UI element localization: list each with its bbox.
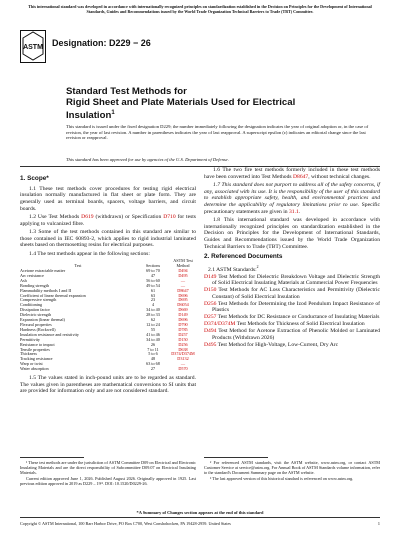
ref-link-d8647[interactable]: D8647 (292, 173, 309, 180)
designation: Designation: D229 − 26 (52, 38, 151, 48)
ref-link-d710[interactable]: D710 (163, 214, 176, 221)
sections-cell: 27 (150, 366, 156, 372)
reference-item (204, 321, 380, 328)
right-column (204, 167, 380, 349)
reference-item (204, 328, 380, 341)
footnote-1: ¹ These test methods are under the jurisdiction of ASTM Committee D09 on Electrical and Electronic Insulating Materials and are the direct responsibility of Subcommittee D09.07 on Electrical Insulating Materials. (20, 460, 196, 475)
test-name-cell: Dissipation factor (20, 307, 50, 313)
reference-item (204, 274, 380, 287)
page-number: 1 (377, 521, 380, 526)
title-line-2: Rigid Sheet and Plate Materials Used for Electrical (66, 97, 296, 108)
scope-heading: 1. Scope* (20, 175, 49, 182)
astm-standards-sup: 2 (256, 265, 259, 270)
footnote-rule-left (20, 457, 84, 458)
astm-method-cell[interactable]: D785 (178, 326, 188, 332)
astm-method-cell[interactable]: D638 (178, 346, 188, 352)
astm-logo (20, 30, 46, 63)
astm-method-cell[interactable]: — (180, 282, 186, 288)
astm-method-cell[interactable]: D374/D374M (171, 351, 195, 357)
test-name-cell: Tensile properties (20, 346, 50, 352)
astm-method-cell[interactable]: D257 (178, 331, 188, 337)
footnotes-right (204, 460, 380, 482)
test-name-cell: Thickness (20, 351, 37, 357)
issued-note: This standard is issued under the fixed designation D229; the number immediately following the designation indicates the year of original adoption or, in the case of revision, the year of last revision. A number in parentheses indicates the year of last reapproval. A superscript epsilon (ε) indicates an editorial change since the last revision or reapproval. (66, 124, 369, 141)
reference-item (204, 342, 380, 349)
test-name-cell: Permittivity (20, 336, 41, 342)
para-1-2 (20, 214, 196, 227)
reference-code-link[interactable]: D374/D374M (204, 321, 236, 328)
trade-notice: This international standard was developed in accordance with internationally recognized principles on standardization established in the Decision on Principles for the Development of International Standards, Guides and Recommendations issued by the World Trade Organization Technical Barriers to Trade (TBT) Committee. (28, 4, 372, 14)
title-line-3-text: Insulation (66, 110, 112, 122)
table-row (20, 367, 196, 372)
sections-cell: 55 (150, 326, 156, 332)
test-methods-table (20, 259, 196, 372)
para-1-8: 1.8 This international standard was developed in accordance with internationally recognized principles on standardization established in the Decision on Principles for the Development of International Standards, Guides and Recommendations issued by the World Trade Organization Technical Barriers to Trade (TBT) Committee. (204, 216, 380, 250)
test-name-cell: Acetone extractable matter (20, 268, 66, 274)
astm-method-cell[interactable]: D256 (178, 341, 188, 347)
col-header-sections: Sections (145, 263, 161, 269)
sections-cell: 56 to 60 (146, 277, 160, 283)
reference-title: Test Method for High-Voltage, Low-Current, Dry Arc (216, 341, 339, 348)
astm-standards-label: 2.1 ASTM Standards: (208, 267, 257, 273)
left-column (20, 172, 196, 397)
references-heading: 2. Referenced Documents (204, 253, 283, 261)
reference-title: Test Method for Dielectric Breakdown Voltage and Dielectric Strength of Solid Electrical Insulating Materials at Commercial Power Frequencies (212, 273, 380, 287)
sections-cell: 34 to 40 (146, 336, 160, 342)
astm-standards-subheading (204, 264, 380, 273)
footnotes-left (20, 460, 196, 487)
sections-cell: 41 to 46 (146, 331, 160, 337)
sections-cell: 23 (150, 297, 156, 303)
astm-method-cell[interactable]: D3132 (177, 356, 189, 362)
para-1-7-c: . (298, 208, 301, 215)
test-name-cell: Resistance to impact (20, 341, 55, 347)
reference-title: Test Methods for Thickness of Solid Electrical Insulation (235, 321, 365, 328)
test-name-cell: Warp or twist (20, 361, 43, 367)
sections-cell: 48 (150, 356, 156, 362)
astm-method-cell[interactable]: — (180, 277, 186, 283)
col-header-astm: ASTM Test Method (173, 258, 193, 269)
reference-title: Test Methods for AC Loss Characteristics and Permittivity (Dielectric Constant) of Solid Electrical Insulation (212, 287, 380, 300)
astm-method-cell[interactable]: D8647 (177, 287, 189, 293)
summary-of-changes-note: *A Summary of Changes section appears at the end of this standard (136, 510, 264, 515)
astm-method-cell[interactable]: D149 (178, 312, 188, 318)
reference-code-link[interactable]: D256 (204, 300, 217, 307)
astm-method-cell[interactable]: D696 (178, 292, 188, 298)
astm-method-cell[interactable]: D696 (178, 317, 188, 323)
para-1-4: 1.4 The test methods appear in the following sections: (29, 250, 150, 257)
sections-cell: 34 to 40 (146, 307, 160, 313)
test-name-cell: Insulation resistance and resistivity (20, 331, 79, 337)
sections-cell: 47 (150, 272, 156, 278)
test-name-cell: Arc resistance (20, 272, 44, 278)
para-1-7-b: Specific precautionary statements are given in (204, 202, 381, 215)
test-name-cell: Coefficient of linear thermal expansion (20, 292, 86, 298)
reference-item (204, 287, 380, 300)
test-name-cell: Ash (20, 277, 27, 283)
astm-method-cell[interactable]: D695 (178, 297, 188, 303)
test-name-cell: Bonding strength (20, 282, 49, 288)
col-header-test: Test (74, 263, 82, 269)
sections-cell: 49 to 54 (146, 282, 160, 288)
para-1-7 (204, 182, 380, 216)
footnote-rule-right (204, 457, 268, 458)
reference-code-link[interactable]: D495 (204, 341, 217, 348)
sections-cell: 26 (150, 341, 156, 347)
sections-cell: 63 (150, 292, 156, 298)
para-1-6-b: , without technical changes. (308, 173, 371, 180)
sections-cell: 5 to 6 (148, 351, 158, 357)
sections-cell: 62 (150, 317, 156, 323)
para-1-2-a: 1.2 Use Test Methods (29, 214, 82, 221)
document-title (66, 86, 366, 121)
astm-method-cell[interactable]: D669 (178, 307, 188, 313)
reference-title: Test Methods for Determining the Izod Pendulum Impact Resistance of Plastics (212, 300, 380, 314)
astm-method-cell[interactable]: D6054 (177, 302, 189, 308)
footnote-2: ² For referenced ASTM standards, visit the ASTM website, www.astm.org, or contact ASTM Customer Service at service@astm.org. For Annual Book of ASTM Standards volume information, refer to the standard's Document Summary page on the ASTM website. (204, 460, 380, 475)
title-footnote-marker: 1 (111, 110, 115, 116)
reference-title: Test Methods for DC Resistance or Conductance of Insulating Materials (216, 314, 380, 321)
astm-method-cell[interactable]: D495 (178, 272, 188, 278)
test-name-cell: Hardness (Rockwell) (20, 326, 56, 332)
astm-method-cell[interactable]: D570 (178, 366, 188, 372)
sections-cell: 28 to 33 (146, 312, 160, 318)
reference-code-link[interactable]: D257 (204, 314, 217, 321)
sections-cell: 61 (150, 287, 156, 293)
astm-method-cell[interactable]: D150 (178, 336, 188, 342)
astm-method-cell[interactable]: D790 (178, 322, 188, 328)
references-list (204, 264, 380, 348)
test-name-cell: Expansion (linear thermal) (20, 317, 65, 323)
para-1-6 (204, 167, 380, 180)
para-1-1: 1.1 These test methods cover procedures for testing rigid electrical insulation normally manufactured in flat sheet or plate form. They are generally used as terminal boards, spacers, voltage barriers, and circuit boards. (20, 185, 196, 212)
title-line-3 (66, 108, 366, 121)
test-name-cell: Conditioning (20, 302, 43, 308)
ref-link-d619[interactable]: D619 (81, 214, 94, 221)
astm-method-cell[interactable]: — (180, 361, 186, 367)
reference-item (204, 301, 380, 314)
test-name-cell: Compressive strength (20, 297, 57, 303)
test-name-cell: Dielectric strength (20, 312, 52, 318)
para-1-5: 1.5 The values stated in inch-pound units are to be regarded as standard. The values given in parentheses are mathematical conversions to SI units that are provided for information only and are not considered standard. (20, 375, 196, 395)
copyright-address: Copyright © ASTM International, 100 Barr Harbor Drive, PO Box C700, West Conshohocken, PA 19428-2959. United States (20, 521, 231, 526)
footnote-3: ³ The last approved version of this historical standard is referenced on www.astm.org. (210, 476, 354, 481)
para-1-3: 1.3 Some of the test methods contained in this standard are similar to those contained in IEC 60893-2, which applies to rigid industrial laminated sheets based on thermosetting resins for electrical purposes. (20, 228, 196, 249)
para-1-7-a: 1.7 This standard does not purport to address all of the safety concerns, if any, associated with its use. It is the responsibility of the user of this standard to establish appropriate safety, health, and environmental practices and determine the applicability of regulatory limitations prior to use. (204, 181, 380, 209)
test-name-cell: Flammability methods I and II (20, 287, 72, 293)
svg-text:ASTM: ASTM (23, 44, 43, 51)
reference-item (204, 314, 380, 321)
sections-cell: 12 to 24 (146, 322, 160, 328)
footnote-1-edition: Current edition approved June 1, 2026. Published August 2026. Originally approved in 1925. Last previous edition approved in 2019 as D229 – 19ᵉ¹. DOI: 10.1520/D0229-26. (20, 476, 196, 486)
ref-link-31-1[interactable]: 31.1 (288, 208, 299, 215)
sections-cell: 63 to 68 (146, 361, 160, 367)
para-1-2-b: (withdrawn) or Specification (93, 214, 164, 221)
test-name-cell: Water absorption (20, 366, 49, 372)
test-name-cell: Tracking resistance (20, 356, 53, 362)
test-name-cell: Flexural properties (20, 322, 52, 328)
reference-title: Test Method for Acetone Extraction of Phenolic Molded or Laminated Products (Withdrawn 2026) (212, 328, 380, 341)
dod-note: This standard has been approved for use by agencies of the U.S. Department of Defense. (66, 157, 229, 162)
sections-cell: 7 to 11 (147, 346, 159, 352)
reference-code-link[interactable]: D150 (204, 287, 217, 294)
sections-cell: 4 (151, 302, 155, 308)
para-1-2-c: for tests applying to vulcanized fibre. (20, 214, 196, 227)
title-line-1: Standard Test Methods for (66, 86, 187, 97)
para-1-6-a: 1.6 The two fire test methods formerly included in these test methods have been converted into Test Methods (204, 167, 380, 180)
sections-cell: 69 to 70 (146, 268, 160, 274)
reference-code-link[interactable]: D149 (204, 273, 217, 280)
reference-code-link[interactable]: D494 (204, 328, 217, 335)
footer-rule (20, 517, 380, 518)
astm-method-cell[interactable]: D494 (178, 268, 188, 274)
